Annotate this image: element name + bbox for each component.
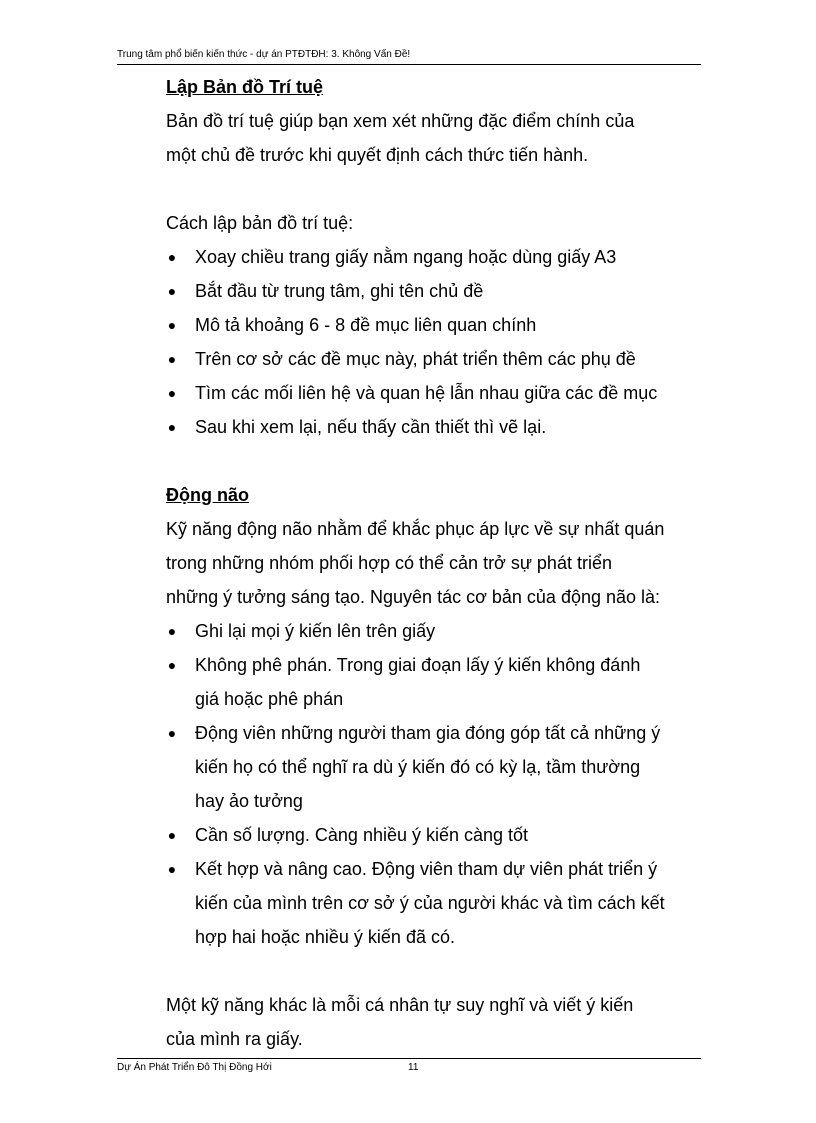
list-item (166, 308, 706, 342)
list-item-text: hợp hai hoặc nhiều ý kiến đã có. (195, 927, 455, 947)
bullet-icon: ● (167, 623, 177, 639)
list-item-text: Bắt đầu từ trung tâm, ghi tên chủ đề (195, 281, 484, 301)
section-heading-brainstorming: Động não (166, 485, 249, 505)
bullet-icon: ● (167, 861, 177, 877)
list-item (166, 818, 706, 852)
bullet-icon: ● (167, 351, 177, 367)
list-intro: Cách lập bản đồ trí tuệ: (166, 213, 354, 233)
list-item (166, 410, 706, 444)
header-text: Trung tâm phổ biến kiến thức - dự án PTĐTĐH: 3. Không Vấn Đề! (117, 49, 411, 60)
list-item-text: Động viên những người tham gia đóng góp tất cả những ý (195, 723, 661, 743)
bullet-icon: ● (167, 317, 177, 333)
paragraph-line: trong những nhóm phối hợp có thể cản trở sự phát triển (166, 553, 612, 573)
list-item-text: kiến của mình trên cơ sở ý của người khác và tìm cách kết (195, 893, 665, 913)
brainstorming-rules-list (166, 614, 706, 954)
list-item (166, 852, 706, 954)
list-item-text: Tìm các mối liên hệ và quan hệ lẫn nhau giữa các đề mục (195, 383, 658, 403)
list-item-text: giá hoặc phê phán (195, 689, 344, 709)
bullet-icon: ● (167, 283, 177, 299)
list-item-text: Mô tả khoảng 6 - 8 đề mục liên quan chính (195, 315, 537, 335)
document-body (166, 70, 706, 1056)
list-item-text: Xoay chiều trang giấy nằm ngang hoặc dùng giấy A3 (195, 247, 617, 267)
mind-map-steps-list (166, 240, 706, 444)
paragraph-line: những ý tưởng sáng tạo. Nguyên tác cơ bản của động não là: (166, 587, 661, 607)
list-item-text: Kết hợp và nâng cao. Động viên tham dự viên phát triển ý (195, 859, 658, 879)
bullet-icon: ● (167, 657, 177, 673)
bullet-icon: ● (167, 385, 177, 401)
list-item-text: Ghi lại mọi ý kiến lên trên giấy (195, 621, 436, 641)
bullet-icon: ● (167, 725, 177, 741)
list-item-text: Không phê phán. Trong giai đoạn lấy ý kiến không đánh (195, 655, 641, 675)
spacer (166, 172, 706, 206)
list-item (166, 376, 706, 410)
list-item (166, 342, 706, 376)
bullet-icon: ● (167, 249, 177, 265)
page-header (117, 46, 701, 65)
list-item-text: kiến họ có thể nghĩ ra dù ý kiến đó có kỳ lạ, tầm thường (195, 757, 641, 777)
section-heading-mind-map: Lập Bản đồ Trí tuệ (166, 77, 324, 97)
spacer (166, 954, 706, 988)
paragraph-line: một chủ đề trước khi quyết định cách thức tiến hành. (166, 145, 589, 165)
list-item (166, 614, 706, 648)
list-item-text: Cần số lượng. Càng nhiều ý kiến càng tốt (195, 825, 529, 845)
list-item (166, 240, 706, 274)
bullet-icon: ● (167, 827, 177, 843)
list-item-text: hay ảo tưởng (195, 791, 303, 811)
list-item (166, 274, 706, 308)
list-item-text: Sau khi xem lại, nếu thấy cần thiết thì vẽ lại. (195, 417, 547, 437)
footer-text: Dự Án Phát Triển Đô Thị Đồng Hới (117, 1062, 272, 1073)
list-item (166, 716, 706, 818)
paragraph-line: của mình ra giấy. (166, 1029, 303, 1049)
list-item (166, 648, 706, 716)
spacer (166, 444, 706, 478)
list-item-text: Trên cơ sở các đề mục này, phát triển thêm các phụ đề (195, 349, 636, 369)
bullet-icon: ● (167, 419, 177, 435)
paragraph-line: Một kỹ năng khác là mỗi cá nhân tự suy nghĩ và viết ý kiến (166, 995, 634, 1015)
page-number: 11 (408, 1062, 419, 1073)
page-footer (117, 1058, 701, 1079)
paragraph-line: Kỹ năng động não nhằm để khắc phục áp lực về sự nhất quán (166, 519, 665, 539)
paragraph-line: Bản đồ trí tuệ giúp bạn xem xét những đặc điểm chính của (166, 111, 635, 131)
